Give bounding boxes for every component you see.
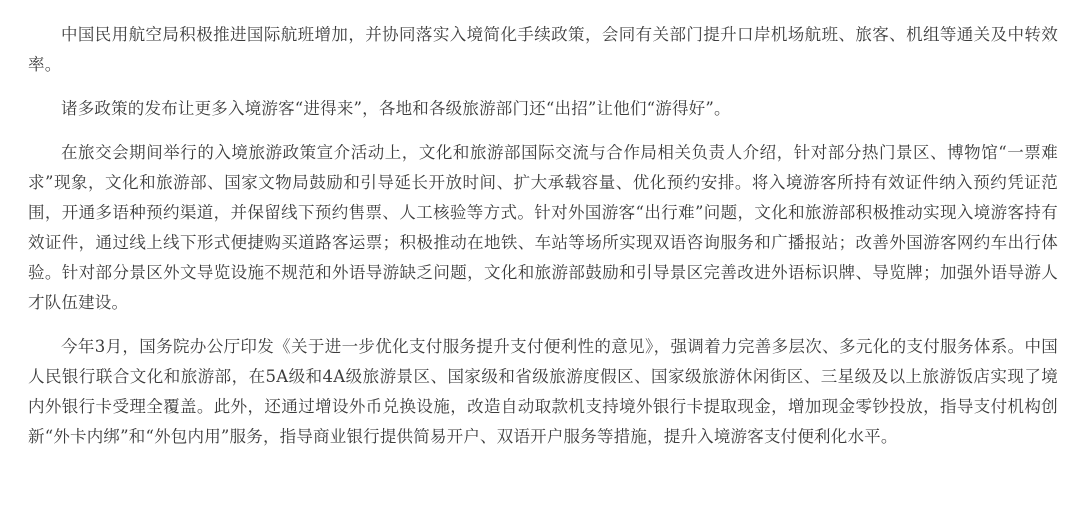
paragraph-tourism-measures: 在旅交会期间举行的入境旅游政策宣介活动上，文化和旅游部国际交流与合作局相关负责人介绍，针对部分热门景区、博物馆“一票难求”现象，文化和旅游部、国家文物局鼓励和引导延长开放时间、扩大承载容量、优化预约安排。将入境游客所持有效证件纳入预约凭证范围，开通多语种预约渠道，并保留线下预约售票、人工核验等方式。针对外国游客“出行难”问题，文化和旅游部积极推动实现入境游客持有效证件，通过线上线下形式便捷购买道路客运票；积极推动在地铁、车站等场所实现双语咨询服务和广播报站；改善外国游客网约车出行体验。针对部分景区外文导览设施不规范和外语导游缺乏问题，文化和旅游部鼓励和引导景区完善改进外语标识牌、导览牌；加强外语导游人才队伍建设。	[28, 143, 1058, 312]
paragraph-flight-policy: 中国民用航空局积极推进国际航班增加，并协同落实入境简化手续政策，会同有关部门提升口岸机场航班、旅客、机组等通关及中转效率。	[28, 25, 1058, 74]
article-body	[28, 20, 1058, 466]
paragraph-policy-intro: 诸多政策的发布让更多入境游客“进得来”，各地和各级旅游部门还“出招”让他们“游得好”。	[61, 99, 731, 118]
paragraph-payment-services: 今年3月，国务院办公厅印发《关于进一步优化支付服务提升支付便利性的意见》，强调着力完善多层次、多元化的支付服务体系。中国人民银行联合文化和旅游部，在5A级和4A级旅游景区、国家级和省级旅游度假区、国家级旅游休闲街区、三星级及以上旅游饭店实现了境内外银行卡受理全覆盖。此外，还通过增设外币兑换设施，改造自动取款机支持境外银行卡提取现金，增加现金零钞投放，指导支付机构创新“外卡内绑”和“外包内用”服务，指导商业银行提供简易开户、双语开户服务等措施，提升入境游客支付便利化水平。	[28, 337, 1058, 446]
